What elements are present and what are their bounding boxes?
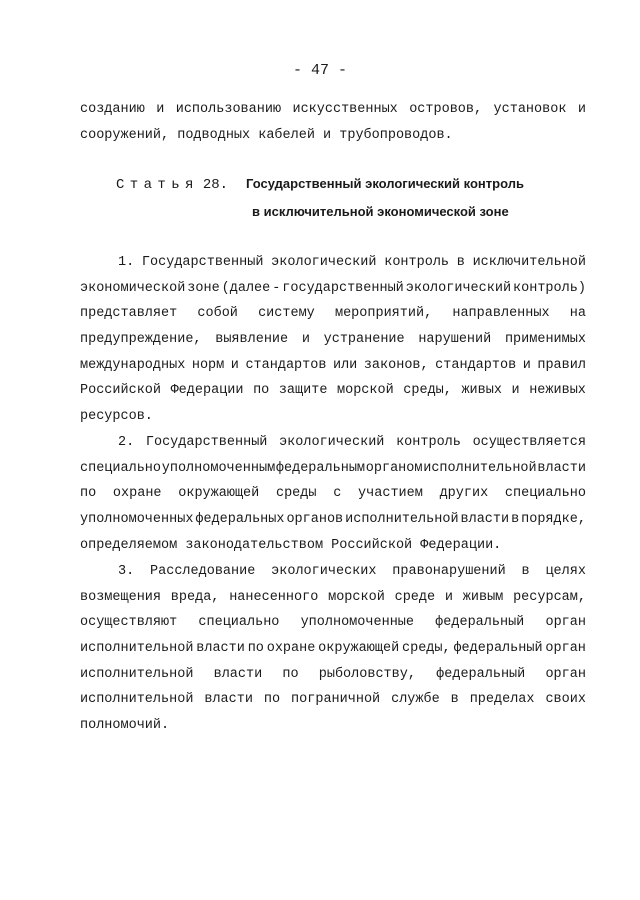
article-label: Статья xyxy=(116,177,199,193)
text-line: 1. Государственный экологический контроль в исключительной xyxy=(118,255,586,270)
paragraph-3 xyxy=(80,559,586,739)
text-line: ресурсов. xyxy=(80,409,153,425)
continuation-text xyxy=(80,97,586,148)
text-line: исполнительной власти по пограничной службе в пределах своих xyxy=(80,692,586,708)
text-line: международных норм и стандартов или законов, стандартов и правил xyxy=(80,357,586,373)
article-heading xyxy=(116,176,524,193)
text-line: возмещения вреда, нанесенного морской среде и живым ресурсам, xyxy=(80,589,586,605)
text-line: исполнительной власти по охране окружающей среды, федеральный орган xyxy=(80,641,586,657)
text-line: представляет собой систему мероприятий, направленных на xyxy=(80,306,586,322)
text-line: экономической зоне (далее - государственный экологический контроль) xyxy=(80,280,586,296)
text-line: 2. Государственный экологический контроль осуществляется xyxy=(118,435,586,450)
text-line: уполномоченных федеральных органов исполнительной власти в порядке, xyxy=(80,512,586,528)
text-line: специально уполномоченным федеральным органом исполнительной власти xyxy=(80,460,586,476)
article-number: 28. xyxy=(202,177,229,193)
text-line: 3. Расследование экологических правонарушений в целях xyxy=(118,564,586,579)
text-line: предупреждение, выявление и устранение нарушений применимых xyxy=(80,332,586,348)
article-title-continued: в исключительной экономической зоне xyxy=(252,204,509,219)
page-number: - 47 - xyxy=(292,62,347,79)
article-title: Государственный экологический контроль xyxy=(246,176,524,191)
text-line: сооружений, подводных кабелей и трубопроводов. xyxy=(80,127,453,143)
text-line: созданию и использованию искусственных островов, установок и xyxy=(80,102,586,117)
paragraph-1 xyxy=(80,250,586,430)
text-line: по охране окружающей среды с участием других специально xyxy=(80,486,586,502)
text-line: определяемом законодательством Российской Федерации. xyxy=(80,537,502,553)
text-line: Российской Федерации по защите морской среды, живых и неживых xyxy=(80,383,586,399)
text-line: исполнительной власти по рыболовству, федеральный орган xyxy=(80,666,586,682)
text-line: полномочий. xyxy=(80,718,170,734)
paragraph-2 xyxy=(80,430,586,558)
text-line: осуществляют специально уполномоченные федеральный орган xyxy=(80,615,586,631)
